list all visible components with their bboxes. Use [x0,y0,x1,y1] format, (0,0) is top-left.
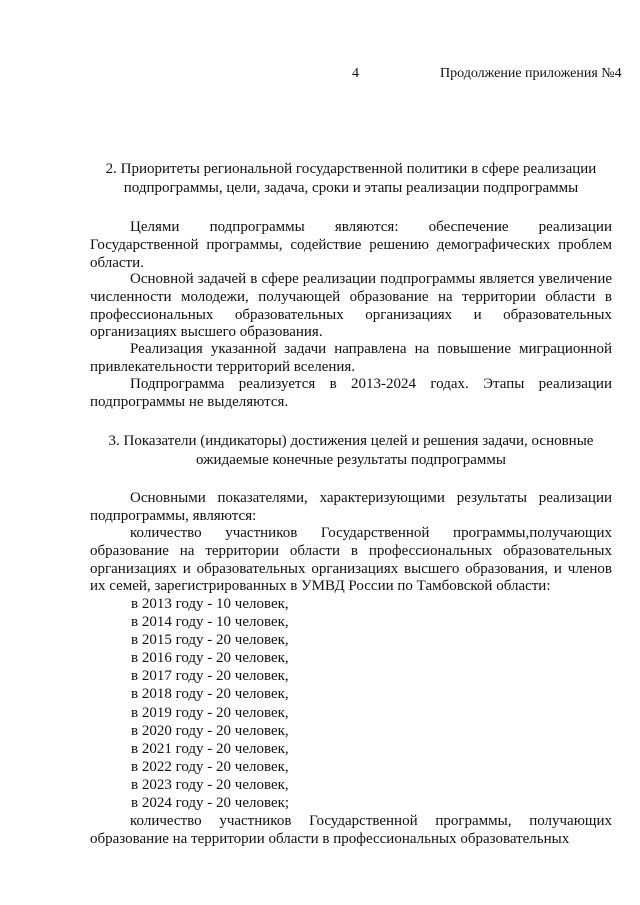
section3-title-line2: ожидаемые конечные результаты подпрограммы [196,452,506,468]
continuation-label: Продолжение приложения №4 [440,66,622,81]
list-item: в 2013 году - 10 человек, [131,596,289,612]
list-item: в 2023 году - 20 человек, [131,776,289,793]
list-item: в 2015 году - 20 человек, [131,632,289,649]
section2-title-line2: подпрограммы, цели, задача, сроки и этапы реализации подпрограммы [123,180,579,196]
section2-paragraph-implementation: Реализация указанной задачи направлена на повышение миграционной привлекательности территорий вселения. [90,341,612,375]
section3-title [90,432,612,470]
list-item: в 2017 году - 20 человек, [131,668,289,685]
section3-title-line1: 3. Показатели (индикаторы) достижения целей и решения задачи, основные [108,433,594,449]
list-item: в 2022 году - 20 человек, [131,758,289,775]
list-item: в 2014 году - 10 человек, [131,614,289,631]
list-item: в 2021 году - 20 человек, [131,740,289,757]
list-item: в 2020 году - 20 человек, [131,722,289,739]
page-number: 4 [352,66,359,81]
year-list [131,595,289,812]
list-item: в 2024 году - 20 человек; [131,795,290,812]
section2-paragraph-goals: Целями подпрограммы являются: обеспечение реализации Государственной программы, содействие решению демографических проблем области. [90,219,612,271]
list-item: в 2019 году - 20 человек, [131,704,289,721]
section2-title-line1: 2. Приоритеты региональной государственной политики в сфере реализации [105,161,597,177]
section2-paragraph-terms: Подпрограмма реализуется в 2013-2024 годах. Этапы реализации подпрограммы не выделяются. [90,376,612,410]
section2-title [90,160,612,198]
section2-paragraph-task: Основной задачей в сфере реализации подпрограммы является увеличение численности молодежи, получающей образование на территории области в профессиональных образовательных организациях и образовательных организациях высшего образования. [90,271,612,341]
section3-paragraph-indicators: Основными показателями, характеризующими результаты реализации подпрограммы, являются: [90,490,612,524]
list-item: в 2016 году - 20 человек, [131,650,289,667]
list-item: в 2018 году - 20 человек, [131,686,289,703]
section3-paragraph-participants: количество участников Государственной программы,получающих образование на территории области в профессиональных образовательных организациях и образовательных организациях высшего образования, и членов их семей, зарегистрированных в УМВД России по Тамбовской области: [90,525,612,595]
section3-paragraph-participants-2: количество участников Государственной программы, получающих образование на территории области в профессиональных образовательных [90,813,612,847]
